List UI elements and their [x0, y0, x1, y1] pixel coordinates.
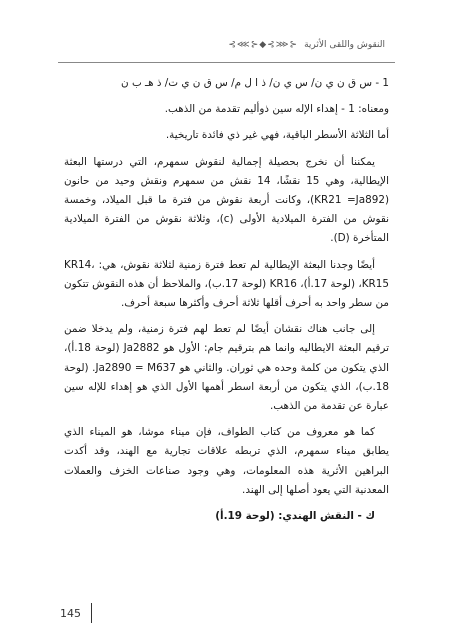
- page-footer: [60, 603, 92, 623]
- inscription-meaning: ومعناه: 1 - إهداء الإله سين ذوأليم تقدمة من الذهب.: [164, 103, 389, 116]
- running-header: [228, 40, 385, 50]
- paragraph-undated: أيضًا وجدنا البعثة الإيطالية لم تعط فترة زمنية لثلاثة نقوش، هي: KR14، KR15، (لوحة 17.أ)، KR16 (لوحة 17.ب)، والملاحظ أن هذه النقوش تتكون من سطر واحد به أحرف أقلها ثلاثة أحرف وأكثرها سبعة أحرف.: [64, 258, 389, 310]
- header-divider: [58, 62, 395, 63]
- paragraph-periplus: كما هو معروف من كتاب الطواف، فإن ميناء موشا، هو الميناء الذي يطابق ميناء سمهرم، الذي تربطه علاقات تجارية مع الهند، وقد أكدت البراهين الأثرية هذه المعلومات، وهي وجود صناعات الخزف والعملات المعدنية التي يعود أصلها إلى الهند.: [64, 426, 389, 496]
- page-number: 145: [60, 606, 81, 620]
- header-ornament: ⊰⋘⊱◆⊰⋙⊱: [228, 40, 299, 50]
- paragraph-summary: يمكننا أن نخرج بحصيلة إجمالية لنقوش سمهرم، التي درستها البعثة الإيطالية، وهي 15 نقشًا، 14 نقش من سمهرم ونقش وحيد من حانون (KR21 =Ja892)، وكانت أربعة نقوش من فترة ما قبل الميلاد، وخمسة نقوش من الفترة الميلادية الأولى (c)، وثلاثة نقوش من الفترة الميلادية المتأخرة (D).: [64, 155, 389, 245]
- footer-divider: [91, 603, 92, 623]
- section-heading: ك - النقش الهندي: (لوحة 19.أ): [215, 510, 375, 523]
- inscription-transliteration: 1 - س ق ن ي ن/ س ي ن/ ذ ا ل م/ س ق ن ي ت/ ذ هـ ب ن: [121, 77, 389, 89]
- paragraph-jamme: إلى جانب هناك نقشان أيضًا لم تعط لهم فترة زمنية، ولم يدخلا ضمن ترقيم البعثة الايطاليه وانما هم بترقيم جام: الأول هو Ja2882 (لوحة 18.أ)، الذي يتكون من كلمة وحده هي ثوران. والثاني هو Ja2890 = M637. (لوحة 18.ب)، الذي يتكون من أربعة اسطر أهمها الأول الذي هو إهداء للإله سين عبارة عن تقدمة من الذهب.: [64, 323, 390, 413]
- paragraph-remaining-lines: أما الثلاثة الأسطر الباقية، فهي غير ذي فائدة تاريخية.: [165, 129, 389, 142]
- page-body: [64, 74, 389, 533]
- header-title: النقوش واللقى الأثرية: [304, 40, 385, 50]
